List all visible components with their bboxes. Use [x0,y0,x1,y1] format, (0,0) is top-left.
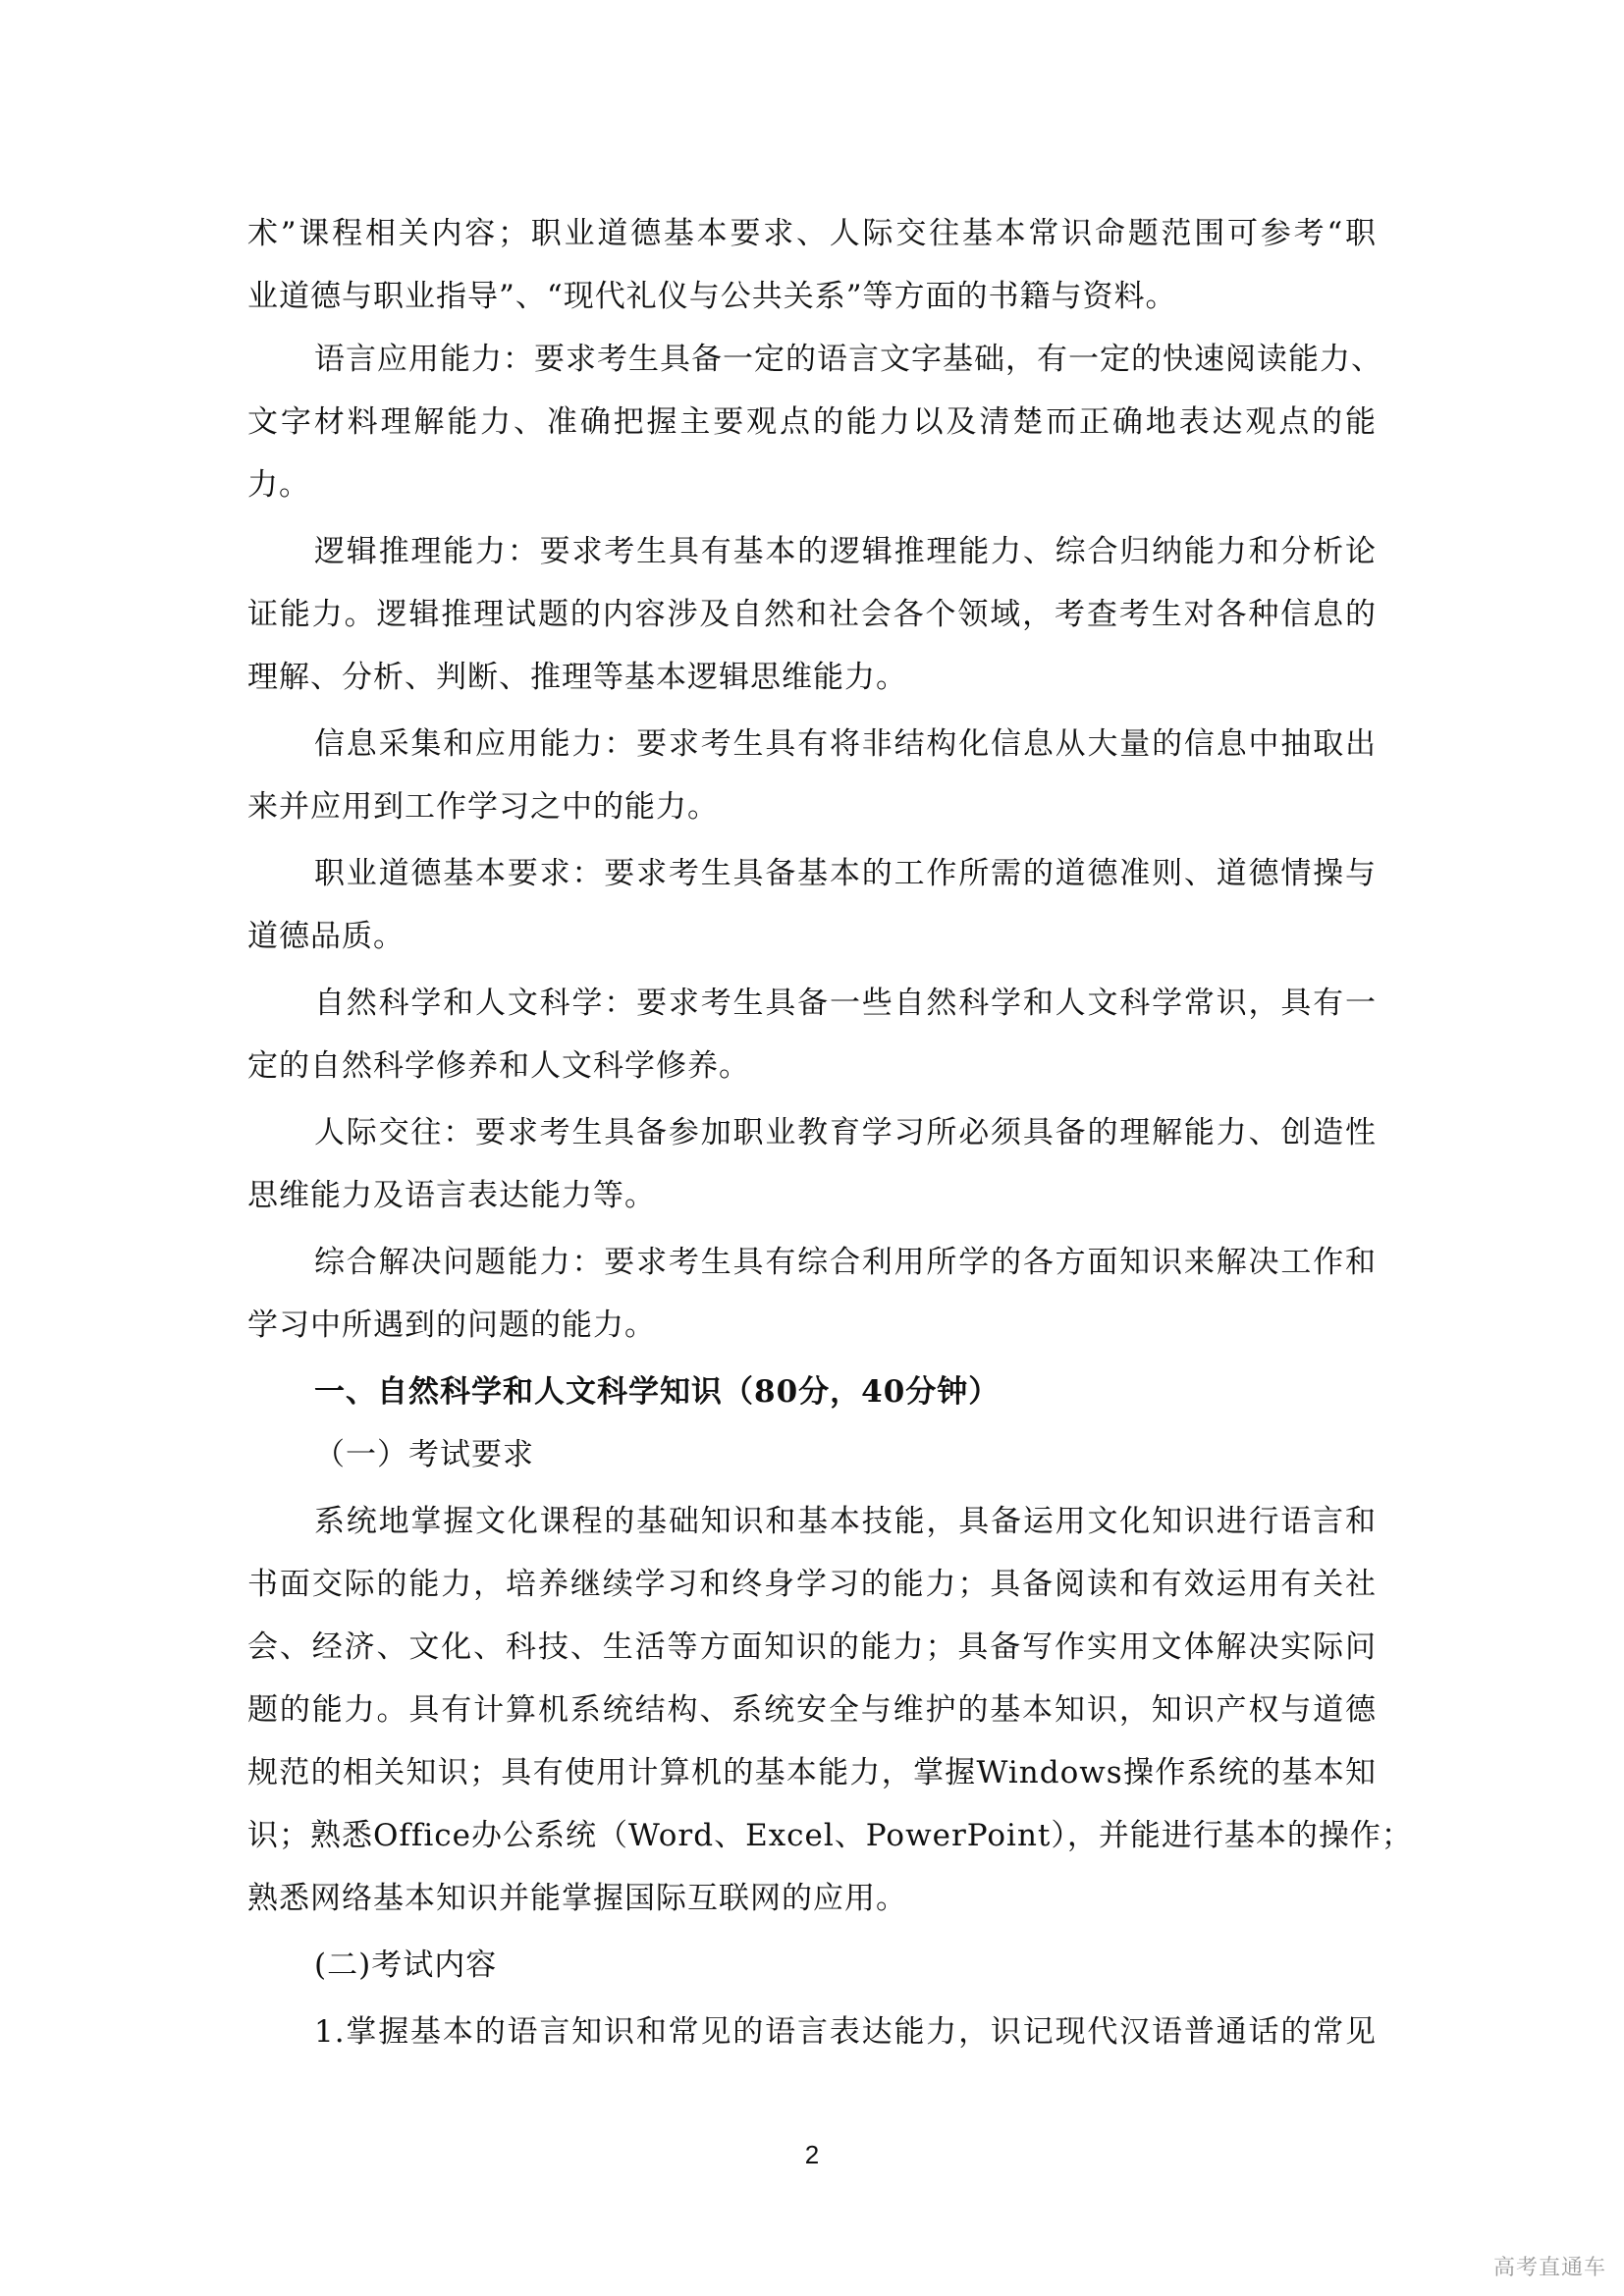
text-line: 识；熟悉Office办公系统（Word、Excel、PowerPoint），并能进行基本的操作； [247,1818,1413,1853]
text-line: 逻辑推理能力：要求考生具有基本的逻辑推理能力、综合归纳能力和分析论 [314,534,1377,569]
text-line: 语言应用能力：要求考生具备一定的语言文字基础，有一定的快速阅读能力、 [314,342,1382,377]
text-line: 系统地掌握文化课程的基础知识和基本技能，具备运用文化知识进行语言和 [314,1504,1377,1539]
text-line: 定的自然科学修养和人文科学修养。 [247,1048,750,1084]
text-line: 1.掌握基本的语言知识和常见的语言表达能力，识记现代汉语普通话的常见 [314,2014,1377,2050]
text-line: 规范的相关知识；具有使用计算机的基本能力，掌握Windows操作系统的基本知 [247,1755,1377,1790]
text-line: 业道德与职业指导”、“现代礼仪与公共关系”等方面的书籍与资料。 [247,279,1177,314]
section-heading: 一、自然科学和人文科学知识（80分，40分钟） [314,1374,1001,1410]
text-line: 熟悉网络基本知识并能掌握国际互联网的应用。 [247,1881,907,1916]
text-line: 理解、分析、判断、推理等基本逻辑思维能力。 [247,660,907,695]
text-line: 证能力。逻辑推理试题的内容涉及自然和社会各个领域，考查考生对各种信息的 [247,597,1377,632]
subsection-heading: （一）考试要求 [314,1437,534,1472]
text-line: 术”课程相关内容；职业道德基本要求、人际交往基本常识命题范围可参考“职 [247,216,1377,251]
text-line: 思维能力及语言表达能力等。 [247,1178,656,1213]
text-line: 道德品质。 [247,919,405,954]
text-line: 文字材料理解能力、准确把握主要观点的能力以及清楚而正确地表达观点的能 [247,404,1377,440]
text-line: 职业道德基本要求：要求考生具备基本的工作所需的道德准则、道德情操与 [314,856,1377,891]
text-line: 来并应用到工作学习之中的能力。 [247,789,719,825]
text-line: 力。 [247,467,310,503]
page-number: 2 [804,2140,820,2169]
text-line: 书面交际的能力，培养继续学习和终身学习的能力；具备阅读和有效运用有关社 [247,1567,1377,1602]
text-line: 综合解决问题能力：要求考生具有综合利用所学的各方面知识来解决工作和 [314,1245,1377,1280]
subsection-heading: (二)考试内容 [314,1948,498,1983]
text-line: 信息采集和应用能力：要求考生具有将非结构化信息从大量的信息中抽取出 [314,726,1377,762]
text-line: 人际交往：要求考生具备参加职业教育学习所必须具备的理解能力、创造性 [314,1115,1377,1150]
text-line: 题的能力。具有计算机系统结构、系统安全与维护的基本知识，知识产权与道德 [247,1692,1377,1728]
text-line: 学习中所遇到的问题的能力。 [247,1308,656,1343]
text-line: 自然科学和人文科学：要求考生具备一些自然科学和人文科学常识，具有一 [314,986,1377,1021]
text-line: 会、经济、文化、科技、生活等方面知识的能力；具备写作实用文体解决实际问 [247,1629,1377,1665]
watermark: 高考直通车 [1492,2256,1606,2280]
